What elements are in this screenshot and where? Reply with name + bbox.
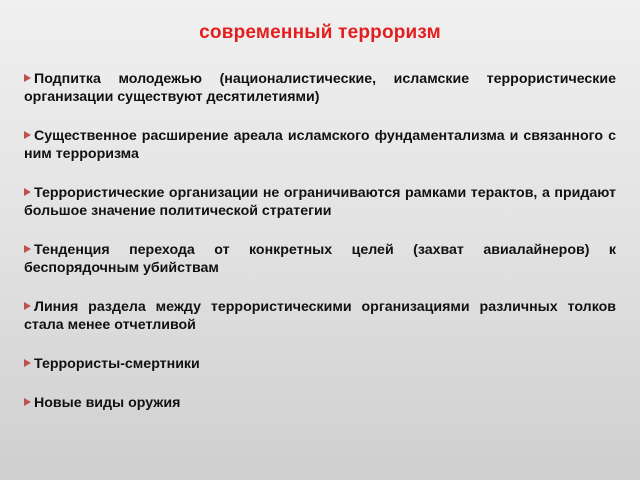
triangle-bullet-icon: [24, 245, 31, 253]
triangle-bullet-icon: [24, 131, 31, 139]
bullet-item: [24, 394, 616, 412]
bullet-text: Подпитка молодежью (националистические, исламские террористические организации существуют десятилетиями): [24, 71, 616, 105]
bullet-item: [24, 70, 616, 106]
triangle-bullet-icon: [24, 359, 31, 367]
bullet-item: [24, 355, 616, 373]
bullet-text: Террористические организации не ограничиваются рамками терактов, а придают большое значение политической стратегии: [24, 185, 616, 219]
bullet-list: [24, 70, 616, 433]
bullet-text: Линия раздела между террористическими организациями различных толков стала менее отчетливой: [24, 299, 616, 333]
bullet-text: Террористы-смертники: [34, 356, 200, 372]
bullet-text: Существенное расширение ареала исламского фундаментализма и связанного с ним терроризма: [24, 128, 616, 162]
triangle-bullet-icon: [24, 188, 31, 196]
triangle-bullet-icon: [24, 302, 31, 310]
bullet-item: [24, 298, 616, 334]
bullet-item: [24, 184, 616, 220]
slide-title: современный терроризм: [199, 22, 441, 43]
triangle-bullet-icon: [24, 398, 31, 406]
triangle-bullet-icon: [24, 74, 31, 82]
bullet-text: Тенденция перехода от конкретных целей (захват авиалайнеров) к беспорядочным убийствам: [24, 242, 616, 276]
bullet-item: [24, 241, 616, 277]
bullet-text: Новые виды оружия: [34, 395, 181, 411]
bullet-item: [24, 127, 616, 163]
